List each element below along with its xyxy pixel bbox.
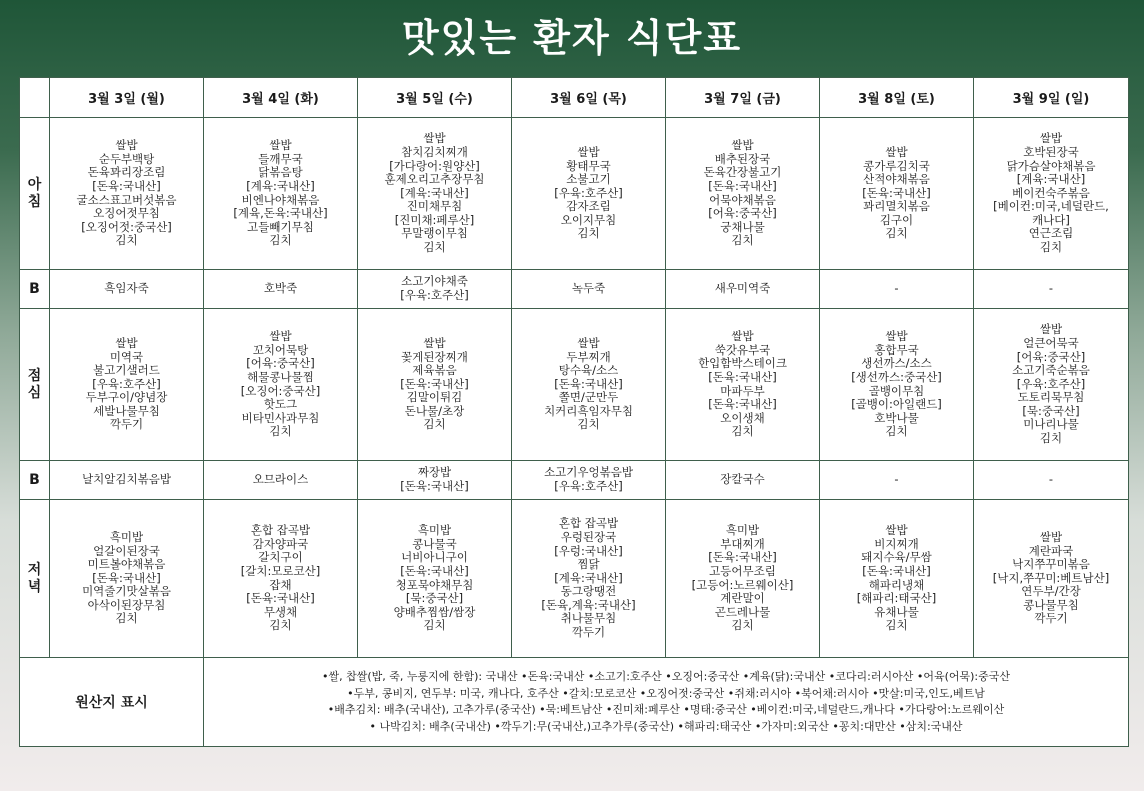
- menu-item: [우육:호주산]: [554, 185, 623, 200]
- menu-cell: [50, 461, 204, 500]
- menu-item: [돈육:국내산]: [400, 376, 469, 391]
- menu-item: 쌀밥: [731, 138, 754, 153]
- menu-item: 잡채: [269, 577, 292, 592]
- menu-item: 오이지무침: [560, 212, 617, 227]
- menu-cell: [50, 118, 204, 270]
- menu-item: 혼합 잡곡밥: [250, 523, 311, 538]
- menu-item: [가다랑어:원양산]: [389, 158, 480, 173]
- menu-item: [돈육:국내산]: [554, 376, 623, 391]
- meal-row: [20, 309, 1129, 461]
- menu-item: 소불고기: [566, 172, 611, 187]
- menu-item: 연근조림: [1028, 226, 1074, 241]
- menu-item: [해파리:태국산]: [856, 591, 937, 606]
- meal-label-char: 녁: [27, 578, 42, 595]
- menu-item: 미역국: [109, 349, 144, 364]
- day-header: 3월 7일 (금): [666, 78, 820, 118]
- menu-item: 소고기우엉볶음밥: [544, 465, 633, 480]
- day-header: 3월 5일 (수): [358, 78, 512, 118]
- menu-item: 두부구이/양념장: [85, 390, 168, 405]
- menu-cell: [820, 309, 974, 461]
- origin-line: • 나박김치: 배추(국내산) •깍두기:무(국내산,)고추가루(중국산) •해파리:태국산 •가자미:외국산 •꽁치:대만산 •삼치:국내산: [369, 719, 963, 733]
- menu-item: 청포묵야채무침: [395, 577, 474, 592]
- menu-cell: [512, 500, 666, 658]
- menu-item: [돈육:국내산]: [708, 550, 777, 565]
- menu-cell: [204, 309, 358, 461]
- menu-item: 무말랭이무침: [401, 226, 468, 241]
- menu-cell: [512, 309, 666, 461]
- menu-item: 베이컨숙주볶음: [1012, 185, 1090, 200]
- menu-item: 아삭이된장무침: [87, 597, 166, 612]
- menu-item: 얼갈이된장국: [93, 543, 160, 558]
- menu-item: 해파리냉채: [868, 577, 925, 592]
- menu-item: 한입함박스테이크: [698, 356, 787, 371]
- menu-item: [돈육:국내산]: [400, 479, 469, 493]
- menu-item: 흑미밥: [725, 523, 760, 538]
- menu-item: [어육:중국산]: [1016, 349, 1086, 364]
- menu-item: 김치: [731, 233, 754, 248]
- menu-cell: [204, 118, 358, 270]
- menu-item: 양배추찜쌈/쌈장: [393, 604, 476, 619]
- menu-item: 김치: [577, 226, 600, 241]
- menu-item: 흑미밥: [417, 523, 452, 538]
- menu-item: 골뱅이무침: [868, 383, 925, 398]
- menu-cell: [204, 461, 358, 500]
- menu-item: -: [894, 472, 899, 487]
- menu-item: 굴소스표고버섯볶음: [76, 192, 177, 207]
- menu-item: 산적야채볶음: [863, 172, 930, 187]
- menu-item: 김치: [731, 618, 754, 633]
- menu-item: [계육:국내산]: [246, 178, 315, 193]
- menu-item: 김치: [1039, 240, 1063, 255]
- menu-table: [19, 77, 1129, 747]
- menu-item: 짜장밥: [417, 465, 452, 480]
- menu-item: 치커리흑임자무침: [544, 403, 633, 418]
- menu-cell: [974, 118, 1129, 270]
- menu-item: [돈육:국내산]: [92, 570, 161, 585]
- menu-item: 계란파국: [1028, 543, 1074, 558]
- menu-item: 감자조림: [566, 199, 611, 214]
- menu-item: [낙지,쭈꾸미:베트남산]: [992, 570, 1110, 585]
- menu-item: 녹두죽: [571, 281, 606, 296]
- menu-item: 김치: [577, 417, 600, 432]
- menu-item: 미역줄기맛살볶음: [82, 584, 171, 599]
- menu-cell: [974, 500, 1129, 658]
- menu-item: [우육:호주산]: [554, 479, 623, 493]
- menu-item: 비엔나야채볶음: [241, 192, 320, 207]
- menu-item: [진미채:페루산]: [394, 212, 475, 227]
- menu-item: 오이생채: [720, 410, 765, 425]
- menu-item: 깍두기: [109, 417, 144, 432]
- menu-item: 우렁된장국: [560, 529, 617, 544]
- menu-item: [우육:호주산]: [400, 288, 469, 302]
- menu-item: 쫄면/군만두: [558, 390, 619, 405]
- menu-cell: [358, 461, 512, 500]
- menu-item: 소고기죽순볶음: [1012, 363, 1090, 378]
- menu-item: 돈나물/초장: [404, 403, 465, 418]
- menu-item: 김치: [423, 618, 446, 633]
- menu-cell: [974, 309, 1129, 461]
- origin-notes: [204, 658, 1129, 747]
- menu-item: [돈육:국내산]: [862, 185, 931, 200]
- menu-item: 생선까스/소스: [861, 356, 932, 371]
- menu-item: [돈육:국내산]: [708, 397, 777, 412]
- menu-item: [계육:국내산]: [400, 185, 469, 200]
- menu-item: [묵:중국산]: [1022, 403, 1080, 418]
- menu-cell: [358, 500, 512, 658]
- menu-item: [우육:호주산]: [1016, 376, 1086, 391]
- menu-item: 새우미역죽: [714, 281, 771, 296]
- day-header: 3월 8일 (토): [820, 78, 974, 118]
- menu-item: 쌀밥: [577, 144, 600, 159]
- menu-item: [돈육:국내산]: [246, 591, 315, 606]
- menu-item: 꼬치어묵탕: [252, 342, 309, 357]
- day-header: 3월 9일 (일): [974, 78, 1129, 118]
- menu-item: 꽃게된장찌개: [401, 349, 468, 364]
- menu-cell: [820, 270, 974, 309]
- menu-item: 호박나물: [874, 410, 919, 425]
- menu-item: 김치: [269, 424, 292, 439]
- menu-item: 너비아니구이: [401, 550, 468, 565]
- menu-item: 쌀밥: [885, 144, 908, 159]
- menu-item: 곤드레나물: [714, 604, 771, 619]
- meal-label-char: B: [29, 471, 40, 488]
- menu-item: 고등어무조림: [709, 563, 776, 578]
- menu-item: [계육:국내산]: [554, 570, 623, 585]
- menu-item: 어묵야채볶음: [709, 192, 776, 207]
- menu-cell: [666, 461, 820, 500]
- menu-item: [돈육:국내산]: [708, 369, 777, 384]
- menu-cell: [820, 461, 974, 500]
- menu-item: 유채나물: [874, 604, 919, 619]
- day-header: 3월 3일 (월): [50, 78, 204, 118]
- menu-item: 마파두부: [720, 383, 765, 398]
- menu-item: 호박죽: [263, 281, 298, 296]
- origin-line: •쌀, 찹쌀(밥, 죽, 누룽지에 한함): 국내산 •돈육:국내산 •소고기:호주산 •오징어:중국산 •계육(닭):국내산 •코다리:러시아산 •어육(어묵):중국산: [322, 670, 1010, 683]
- meal-label-char: 아: [27, 176, 42, 193]
- menu-item: 장칼국수: [720, 472, 765, 487]
- menu-item: 탕수육/소스: [558, 363, 619, 378]
- meal-label: [20, 461, 50, 500]
- meal-label-char: 저: [27, 561, 42, 578]
- menu-item: 쌀밥: [423, 131, 446, 146]
- menu-cell: [50, 309, 204, 461]
- menu-item: 쌀밥: [423, 335, 446, 350]
- menu-item: 김치: [423, 240, 446, 255]
- menu-cell: [50, 270, 204, 309]
- menu-item: 깍두기: [1034, 611, 1068, 626]
- menu-item: 취나물무침: [560, 611, 617, 626]
- meal-label-char: 침: [27, 193, 42, 210]
- menu-item: [돈육:국내산]: [400, 563, 469, 578]
- menu-item: 꽈리멸치볶음: [863, 199, 930, 214]
- menu-item: 쌀밥: [1039, 131, 1063, 146]
- menu-item: 캐나다]: [1032, 212, 1070, 227]
- menu-item: 김치: [885, 226, 908, 241]
- menu-item: 김치: [1039, 431, 1063, 446]
- menu-item: [생선까스:중국산]: [851, 369, 942, 384]
- menu-item: 진미채무침: [406, 199, 463, 214]
- origin-label: 원산지 표시: [20, 658, 204, 747]
- menu-item: 참치김치찌개: [401, 144, 468, 159]
- menu-item: -: [894, 281, 899, 296]
- menu-item: 김치: [423, 417, 446, 432]
- menu-item: 쌀밥: [269, 138, 292, 153]
- menu-item: 김치: [269, 233, 292, 248]
- menu-item: 김치: [885, 424, 908, 439]
- menu-item: [골뱅이:아일랜드]: [851, 397, 942, 412]
- menu-cell: [204, 500, 358, 658]
- menu-item: 연두부/간장: [1021, 584, 1081, 599]
- menu-item: 쌀밥: [269, 329, 292, 344]
- menu-cell: [820, 500, 974, 658]
- menu-item: 갈치구이: [258, 550, 303, 565]
- menu-item: 김치: [885, 618, 908, 633]
- menu-item: 무생채: [263, 604, 298, 619]
- menu-item: 흑임자죽: [104, 281, 149, 296]
- menu-item: [오징어:중국산]: [240, 383, 321, 398]
- menu-item: [묵:중국산]: [405, 591, 464, 606]
- menu-item: -: [1048, 472, 1054, 487]
- menu-item: [어육:중국산]: [708, 206, 777, 221]
- menu-item: 훈제오리고추장무침: [384, 172, 485, 187]
- menu-cell: [820, 118, 974, 270]
- menu-item: 비지찌개: [874, 536, 919, 551]
- menu-item: 핫도그: [263, 397, 298, 412]
- menu-cell: [358, 309, 512, 461]
- menu-cell: [512, 270, 666, 309]
- menu-item: 불고기샐러드: [93, 363, 160, 378]
- meal-label: [20, 118, 50, 270]
- menu-item: 쌀밥: [115, 138, 138, 153]
- menu-item: -: [1048, 281, 1054, 296]
- origin-row: [20, 658, 1129, 747]
- menu-cell: [50, 500, 204, 658]
- menu-item: 감자양파국: [252, 536, 309, 551]
- menu-item: 쌀밥: [731, 329, 754, 344]
- menu-item: 콩가루김치국: [863, 158, 930, 173]
- day-header-row: [20, 78, 1129, 118]
- menu-cell: [512, 118, 666, 270]
- menu-item: 도토리묵무침: [1017, 390, 1085, 405]
- menu-item: 콩나물무침: [1023, 597, 1079, 612]
- origin-line: •배추김치: 배추(국내산), 고추가루(중국산) •묵:베트남산 •진미채:페루산 •명태:중국산 •베이컨:미국,네덜란드,캐나다 •가다랑어:노르웨이산: [327, 703, 1005, 716]
- menu-item: 동그랑땡전: [560, 584, 617, 599]
- menu-item: [우육:호주산]: [92, 376, 161, 391]
- menu-item: 돈육간장불고기: [703, 165, 782, 180]
- menu-item: 김치: [115, 611, 138, 626]
- menu-item: 김치: [269, 618, 292, 633]
- menu-item: 오므라이스: [252, 472, 309, 487]
- menu-item: 고들빼기무침: [247, 219, 314, 234]
- menu-item: 홍합무국: [874, 342, 919, 357]
- menu-item: 혼합 잡곡밥: [558, 516, 619, 531]
- menu-item: 김치: [731, 424, 754, 439]
- menu-cell: [358, 270, 512, 309]
- menu-item: 날치알김치볶음밥: [82, 472, 171, 487]
- meal-label-char: B: [29, 280, 40, 297]
- corner-cell: [20, 78, 50, 118]
- menu-item: 오징어젓무침: [93, 206, 160, 221]
- menu-item: [우렁:국내산]: [554, 543, 623, 558]
- menu-cell: [666, 118, 820, 270]
- meal-label: [20, 270, 50, 309]
- menu-item: [갈치:모로코산]: [240, 563, 321, 578]
- menu-item: 세발나물무침: [93, 403, 160, 418]
- menu-cell: [974, 461, 1129, 500]
- menu-item: 흑미밥: [109, 529, 144, 544]
- menu-cell: [666, 309, 820, 461]
- menu-item: 황태무국: [566, 158, 611, 173]
- menu-item: 궁채나물: [720, 219, 765, 234]
- menu-item: 쌀밥: [885, 523, 908, 538]
- menu-item: [계육,돈육:국내산]: [233, 206, 328, 221]
- menu-item: 순두부백탕: [98, 151, 155, 166]
- menu-item: 호박된장국: [1023, 144, 1079, 159]
- menu-cell: [666, 500, 820, 658]
- menu-item: 들깨무국: [258, 151, 303, 166]
- menu-item: [돈육,계육:국내산]: [541, 597, 636, 612]
- menu-item: 찜닭: [577, 557, 600, 572]
- menu-item: 미트볼야채볶음: [87, 557, 166, 572]
- menu-item: 김구이: [879, 212, 914, 227]
- meal-label: [20, 500, 50, 658]
- menu-item: [오징어젓:중국산]: [81, 219, 172, 234]
- menu-cell: [666, 270, 820, 309]
- menu-item: 미나리나물: [1023, 417, 1079, 432]
- menu-item: 김치: [115, 233, 138, 248]
- menu-cell: [974, 270, 1129, 309]
- menu-item: 콩나물국: [412, 536, 457, 551]
- menu-item: [계육:국내산]: [1016, 172, 1086, 187]
- menu-item: 쌀밥: [577, 335, 600, 350]
- menu-item: 제육볶음: [412, 363, 457, 378]
- menu-item: [돈육:국내산]: [862, 563, 931, 578]
- menu-item: 쌀밥: [1039, 322, 1063, 337]
- day-header: 3월 6일 (목): [512, 78, 666, 118]
- meal-label-char: 심: [27, 384, 42, 401]
- menu-item: 비타민사과무침: [241, 410, 320, 425]
- menu-item: 돈육꽈리장조림: [87, 165, 166, 180]
- menu-item: 깍두기: [571, 625, 606, 640]
- menu-item: 두부찌개: [566, 349, 611, 364]
- menu-cell: [512, 461, 666, 500]
- menu-item: 해물콩나물찜: [247, 369, 314, 384]
- meal-row: [20, 118, 1129, 270]
- menu-item: 계란말이: [720, 591, 765, 606]
- menu-item: 돼지수육/무쌈: [861, 550, 932, 565]
- menu-item: 쌀밥: [1039, 529, 1063, 544]
- menu-item: [돈육:국내산]: [92, 178, 161, 193]
- menu-item: [어육:중국산]: [246, 356, 315, 371]
- menu-item: 김말이튀김: [406, 390, 463, 405]
- menu-item: 쌀밥: [885, 329, 908, 344]
- menu-item: 쑥갓유부국: [714, 342, 771, 357]
- menu-cell: [204, 270, 358, 309]
- menu-cell: [358, 118, 512, 270]
- meal-row: [20, 500, 1129, 658]
- menu-item: 부대찌개: [720, 536, 765, 551]
- menu-item: [고등어:노르웨이산]: [691, 577, 794, 592]
- day-header: 3월 4일 (화): [204, 78, 358, 118]
- meal-label: [20, 309, 50, 461]
- menu-item: 얼큰어묵국: [1023, 335, 1079, 350]
- meal-row: [20, 461, 1129, 500]
- meal-row: [20, 270, 1129, 309]
- page-title: 맛있는 환자 식단표: [401, 16, 743, 60]
- menu-item: 쌀밥: [115, 335, 138, 350]
- menu-item: [베이컨:미국,네덜란드,: [993, 199, 1109, 214]
- meal-label-char: 점: [27, 367, 42, 384]
- menu-item: 소고기야채죽: [401, 274, 468, 289]
- menu-item: 배추된장국: [714, 151, 771, 166]
- menu-item: [돈육:국내산]: [708, 178, 777, 193]
- menu-item: 낙지쭈꾸미볶음: [1012, 557, 1090, 572]
- origin-line: •두부, 콩비지, 연두부: 미국, 캐나다, 호주산 •갈치:모로코산 •오징어젓:중국산 •쥐채:러시아 •북어채:러시아 •맛살:미국,인도,베트남: [347, 686, 985, 700]
- menu-item: 닭가슴살야채볶음: [1006, 158, 1096, 173]
- menu-item: 닭볶음탕: [258, 165, 303, 180]
